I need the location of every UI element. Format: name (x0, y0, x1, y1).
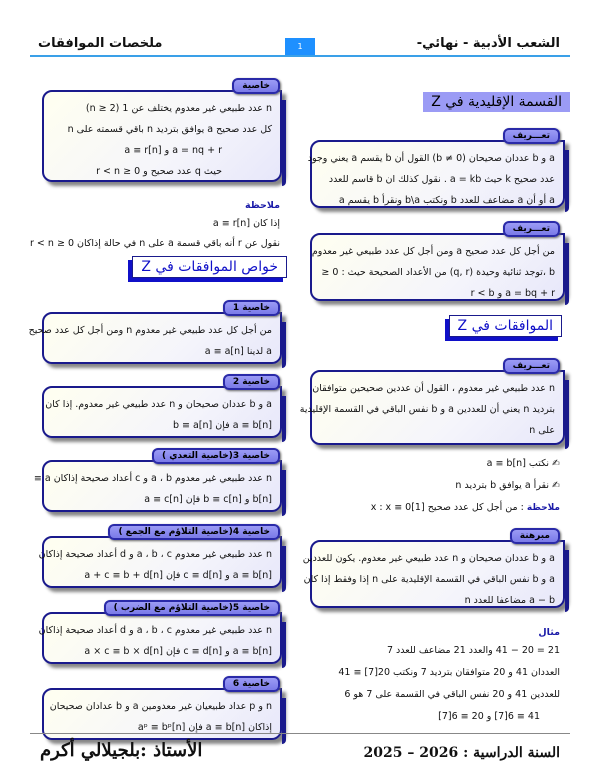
remark-line: نقول عن r أنه باقي قسمة a على n في حالة إذاكان 0 ≤ r < n (30, 238, 280, 249)
property-line: a و b عددان صحيحان و n عدد طبيعي غير معدوم. إذا كان (45, 399, 272, 410)
property-line: من أجل كل عدد طبيعي غير معدوم n ومن أجل كل عدد صحيح (28, 325, 272, 336)
property-line: كل عدد صحيح a يوافق بترديد n باقي قسمته على n (67, 124, 272, 135)
remark-line: إذا كان a ≡ r[n] (212, 218, 280, 229)
section-title-euclidean-division: القسمة الإقليدية في Z (423, 92, 570, 112)
theorem-box (302, 540, 565, 608)
property-line: حيث q عدد صحيح و 0 ≤ r < n (96, 166, 222, 177)
page-number: 1 (285, 38, 315, 56)
property-box-3 (33, 460, 282, 512)
header-title-right: الشعب الأدبية - نهائي- (416, 36, 560, 51)
definition-line: من أجل كل عدد صحيح a ومن أجل كل عدد طبيعي غير معدوم (311, 246, 555, 257)
definition-tag: تعـــريف (503, 358, 560, 374)
property-line: n عدد طبيعي غير معدوم يختلف عن 1 (n ≥ 2) (85, 103, 272, 114)
notation-line: ✍ نكتب a ≡ b[n] (486, 458, 560, 469)
remark-congruence-1 (371, 502, 560, 513)
footer-divider (30, 733, 570, 734)
property-box-remainder (42, 90, 282, 182)
definition-line: عدد صحيح k حيث a = kb . نقول كذلك ان b قاسم للعدد (328, 174, 555, 185)
header-divider (30, 55, 570, 57)
property-line: n عدد طبيعي غير معدوم a ، b ، c و d أعداد صحيحة إذاكان (38, 625, 272, 636)
definition-box-congruence (299, 370, 565, 445)
example-line: للعددين 41 و 20 نفس الباقي في القسمة على 7 هو 6 (344, 689, 560, 700)
example-line: 21 = 20 − 41 والعدد 21 مضاعف للعدد 7 (386, 645, 560, 656)
property-line: n و p عداد طبيعيان غير معدومين a و b عدادان صحيحان (49, 701, 272, 712)
property-tag: خاصية 4(خاصية التلاؤم مع الجمع ) (108, 524, 280, 540)
example-label: مثال (538, 627, 560, 638)
property-line: a ≡ b[n] و c ≡ d[n] فإن a × c ≡ b × d[n] (84, 646, 272, 657)
definition-line: على n (529, 425, 555, 436)
property-line: a = nq + r و a ≡ r[n] (124, 145, 222, 156)
remark-label: ملاحظة (245, 200, 280, 211)
property-tag: خاصية 5(خاصية التلاؤم مع الضرب ) (104, 600, 280, 616)
example-line: 41 ≡ 6[7] و 20 ≡ 6[7] (438, 711, 540, 722)
school-year: السنة الدراسية : 2026 – 2025 (363, 745, 560, 761)
theorem-line: a و b عددان صحيحان و n عدد طبيعي غير معدوم. يكون للعددين (302, 553, 555, 564)
definition-tag: تعـــريف (503, 221, 560, 237)
property-tag: خاصية 6 (223, 676, 280, 692)
property-box-2 (42, 386, 282, 438)
theorem-line: a و b نفس الباقي في القسمة الإقليدية على n إذا وفقط إذا كان (303, 574, 555, 585)
definition-line: a و b عددان صحيحان (b ≠ 0) القول أن b يقسم a يعني وجود (307, 153, 555, 164)
property-line: b[n] و b ≡ c[n] فإن a ≡ c[n] (144, 494, 272, 505)
property-line: n عدد طبيعي غير معدوم a ، b ، c و d أعداد صحيحة إذاكان (38, 549, 272, 560)
definition-line: بترديد n يعني أن للعددين a و b نفس الباقي في القسمة الإقليدية (299, 404, 555, 415)
notation-line: ✍ نقرأ a يوافق b بترديد n (455, 480, 560, 491)
remark-label: ملاحظة (526, 503, 560, 513)
definition-box-euclidean (310, 233, 565, 301)
section-title-congruences: الموافقات في Z (449, 315, 562, 337)
section-title-congruence-properties: خواص الموافقات في Z (132, 256, 287, 278)
header-title-left: ملخصات الموافقات (38, 36, 163, 51)
property-box-4 (38, 536, 282, 588)
property-tag: خاصية 1 (223, 300, 280, 316)
property-box-5 (38, 612, 282, 664)
theorem-line: a − b مضاعفا للعدد n (464, 595, 555, 606)
definition-tag: تعـــريف (503, 128, 560, 144)
definition-line: a أو أن a مضاعف للعدد b ونكتب b\a ونقرأ b يقسم a (338, 195, 555, 206)
property-line: n عدد طبيعي غير معدوم a ، b و c أعداد صحيحة إذاكان a ≡ (33, 473, 272, 484)
property-tag: خاصية 2 (223, 374, 280, 390)
property-line: إذاكان a ≡ b[n] فإن aᵖ ≡ bᵖ[n] (137, 722, 272, 733)
definition-box-divisibility (307, 140, 565, 208)
example-line: العددان 41 و 20 متوافقان بترديد 7 ونكتب 20[7] ≡ 41 (338, 667, 560, 678)
property-tag: خاصية (232, 78, 280, 94)
remark-text: : من أجل كل عدد صحيح x : x ≡ 0[1] (370, 502, 524, 513)
definition-line: n عدد طبيعي غير معدوم ، القول أن عددين صحيحين متوافقان (312, 383, 555, 394)
theorem-tag: مبرهنة (510, 528, 560, 544)
teacher-name: الأستاذ :بلجيلالي أكرم (40, 740, 203, 761)
definition-line: b ،توجد ثنائية وحيدة (q, r) من الأعداد الصحيحة حيث : 0 ≤ (321, 267, 555, 278)
property-line: a ≡ b[n] و c ≡ d[n] فإن a + c ≡ b + d[n] (84, 570, 272, 581)
property-tag: خاصية 3(خاصية التعدي ) (152, 448, 280, 464)
property-box-1 (28, 312, 282, 364)
property-line: a ≡ b[n] فإن b ≡ a[n] (172, 420, 272, 431)
property-line: a لدينا a ≡ a[n] (204, 346, 272, 357)
definition-line: a = bq + r و r < b (470, 288, 555, 299)
